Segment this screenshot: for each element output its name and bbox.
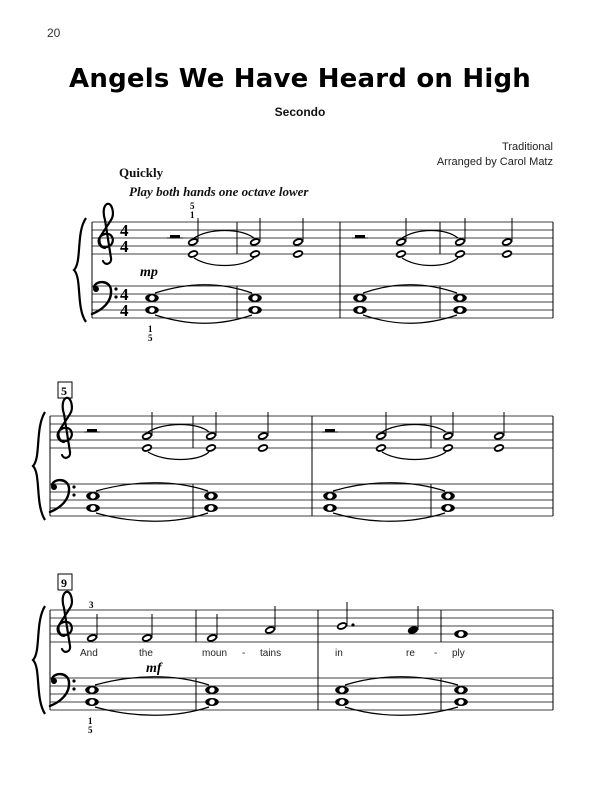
lyric-syllable: the [139, 648, 153, 659]
lyric-syllable: re [406, 648, 415, 659]
lh-fingering-5: 5 [88, 725, 93, 735]
treble-clef-icon [99, 204, 113, 264]
grand-staff-brace [74, 218, 86, 322]
bass-clef-icon [92, 282, 118, 314]
treble-clef-icon [58, 592, 72, 652]
system-3 [33, 574, 553, 735]
time-signature [120, 221, 129, 320]
svg-text:4: 4 [120, 285, 129, 304]
piece-title: Angels We Have Heard on High [69, 64, 531, 94]
dynamic-marking: mp [140, 265, 158, 280]
lyric-syllable: in [335, 648, 343, 659]
measure-number: 5 [61, 384, 67, 398]
lyric-syllable: And [80, 648, 98, 659]
system-2 [33, 382, 553, 521]
tempo-marking: Quickly [119, 165, 164, 180]
lyric-syllable: ply [452, 648, 465, 659]
page-number: 20 [47, 26, 61, 40]
svg-text:4: 4 [120, 237, 129, 256]
part-label: Secondo [274, 105, 326, 119]
svg-text:4: 4 [120, 221, 129, 240]
performance-instruction: Play both hands one octave lower [129, 184, 309, 199]
lyric-syllable: moun [202, 648, 228, 659]
lh-fingering-5: 5 [148, 333, 153, 343]
arranger-credit: Arranged by Carol Matz [436, 156, 553, 168]
lh-fingering-1: 1 [88, 716, 93, 726]
lyric-hyphen: - [434, 648, 438, 659]
svg-text:4: 4 [120, 301, 129, 320]
rh-fingering-5: 5 [190, 201, 195, 211]
dynamic-marking: mf [146, 661, 162, 676]
lyric-syllable: tains [260, 648, 282, 659]
rh-fingering-1: 1 [190, 210, 195, 220]
bass-clef-icon [50, 674, 76, 706]
bass-clef-icon [50, 480, 76, 512]
measure-number: 9 [61, 576, 67, 590]
composer-traditional: Traditional [502, 141, 553, 153]
treble-clef-icon [58, 398, 72, 458]
rh-fingering-3: 3 [89, 600, 94, 610]
system-1 [74, 201, 553, 343]
lyric-hyphen: - [242, 648, 246, 659]
lh-fingering-1: 1 [148, 324, 153, 334]
